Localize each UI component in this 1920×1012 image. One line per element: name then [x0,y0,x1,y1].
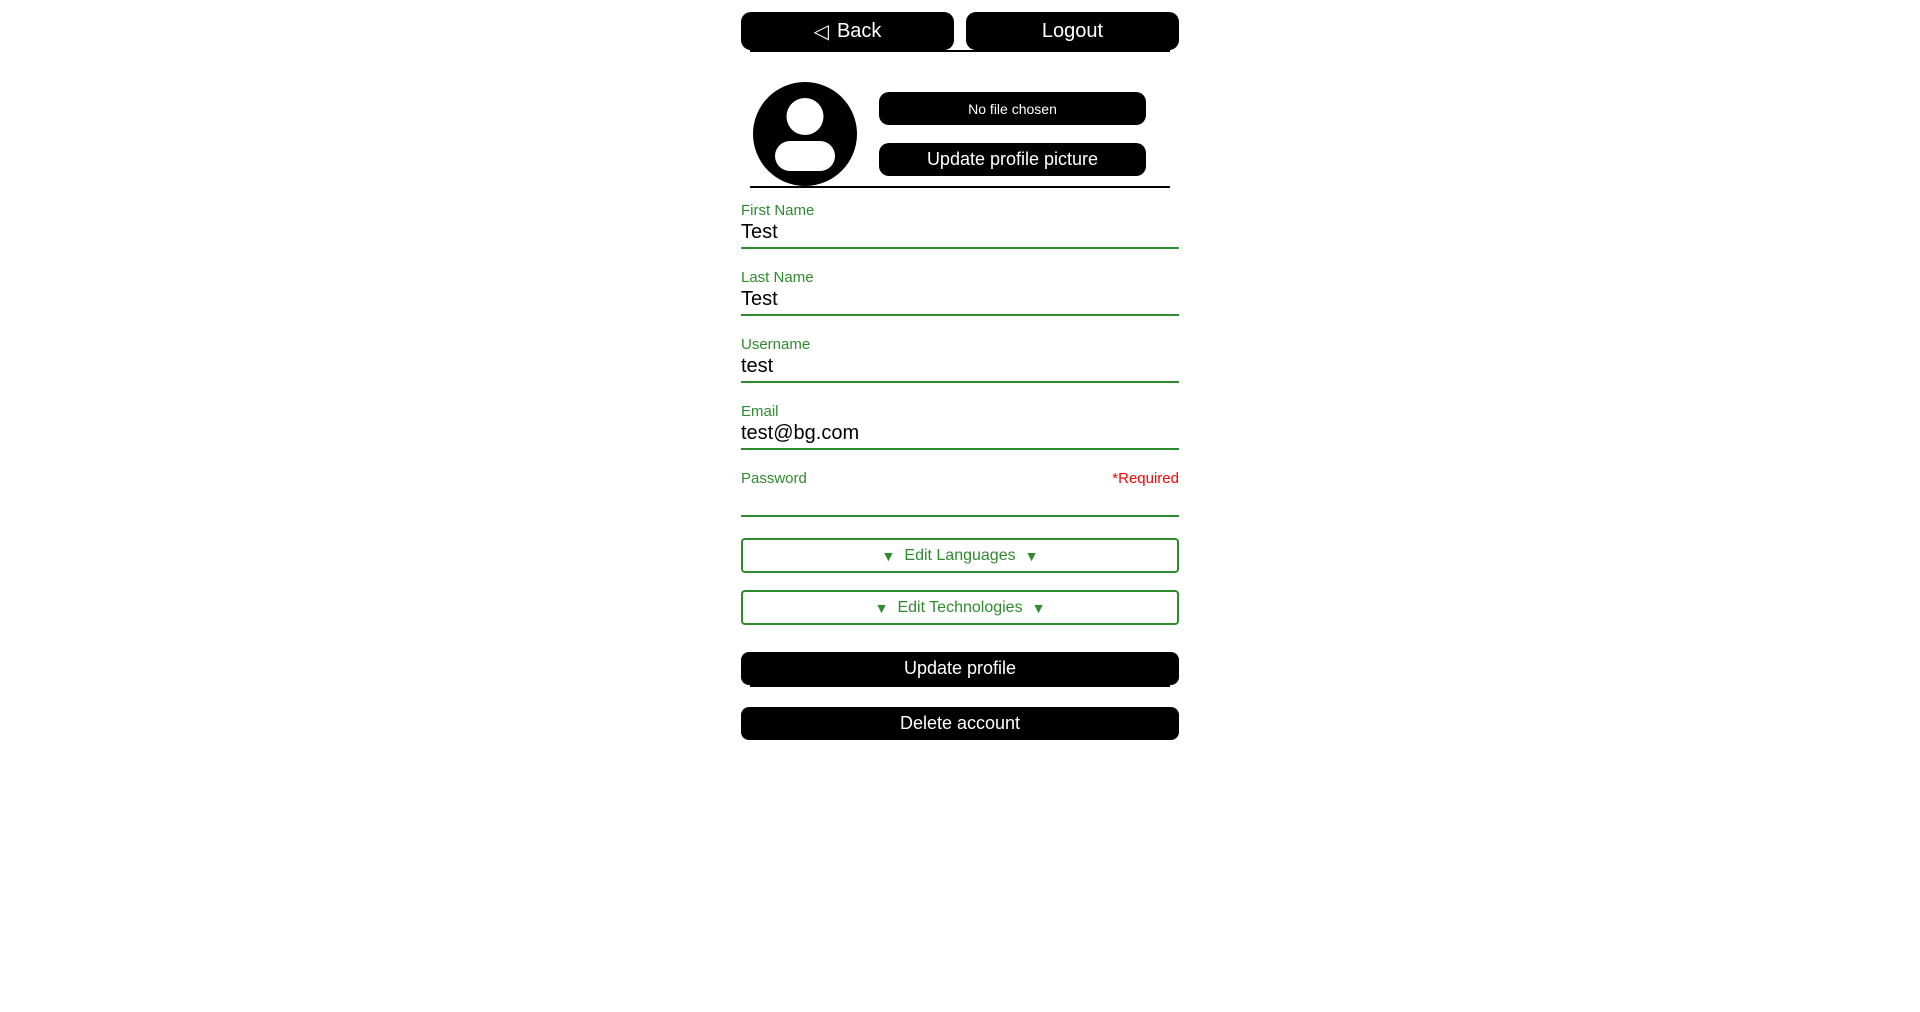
divider [750,186,1170,188]
password-input[interactable] [741,487,1179,517]
profile-page [741,0,1179,740]
logout-button-label: Logout [1041,19,1104,42]
edit-languages-label: Edit Languages [904,546,1016,564]
user-avatar-icon [753,82,857,186]
password-label-row [741,470,1179,487]
avatar-section [741,82,1179,186]
update-profile-picture-label: Update profile picture [926,149,1099,169]
divider [750,50,1170,52]
delete-account-button[interactable] [741,707,1179,740]
delete-account-label: Delete account [899,713,1021,733]
update-profile-picture-button[interactable] [879,143,1146,176]
chevron-down-icon: ▼ [881,547,896,564]
update-profile-label: Update profile [903,658,1017,678]
email-input[interactable] [741,420,1179,450]
file-input-label: No file chosen [968,100,1057,117]
required-note: *Required [1112,470,1179,487]
file-input-button[interactable] [879,92,1146,125]
chevron-down-icon: ▼ [1031,599,1046,616]
password-label: Password [741,470,807,487]
edit-technologies-button[interactable] [741,590,1179,625]
update-profile-button[interactable] [741,652,1179,685]
divider [750,685,1170,687]
first-name-label: First Name [741,202,815,219]
toolbar [741,12,1179,50]
back-arrow-icon: ◁ [813,20,829,43]
email-field-group [741,403,1179,450]
edit-technologies-label: Edit Technologies [897,598,1023,616]
password-field-group [741,470,1179,517]
first-name-input[interactable] [741,219,1179,249]
username-input[interactable] [741,353,1179,383]
username-label: Username [741,336,811,353]
last-name-field-group [741,269,1179,316]
email-label: Email [741,403,779,420]
profile-form [741,202,1179,517]
logout-button[interactable] [966,12,1179,50]
back-button-label: Back [836,19,882,42]
username-field-group [741,336,1179,383]
chevron-down-icon: ▼ [874,599,889,616]
first-name-field-group [741,202,1179,249]
edit-languages-button[interactable] [741,538,1179,573]
picture-buttons [879,92,1146,176]
chevron-down-icon: ▼ [1024,547,1039,564]
last-name-input[interactable] [741,286,1179,316]
back-button[interactable] [741,12,954,50]
last-name-label: Last Name [741,269,814,286]
